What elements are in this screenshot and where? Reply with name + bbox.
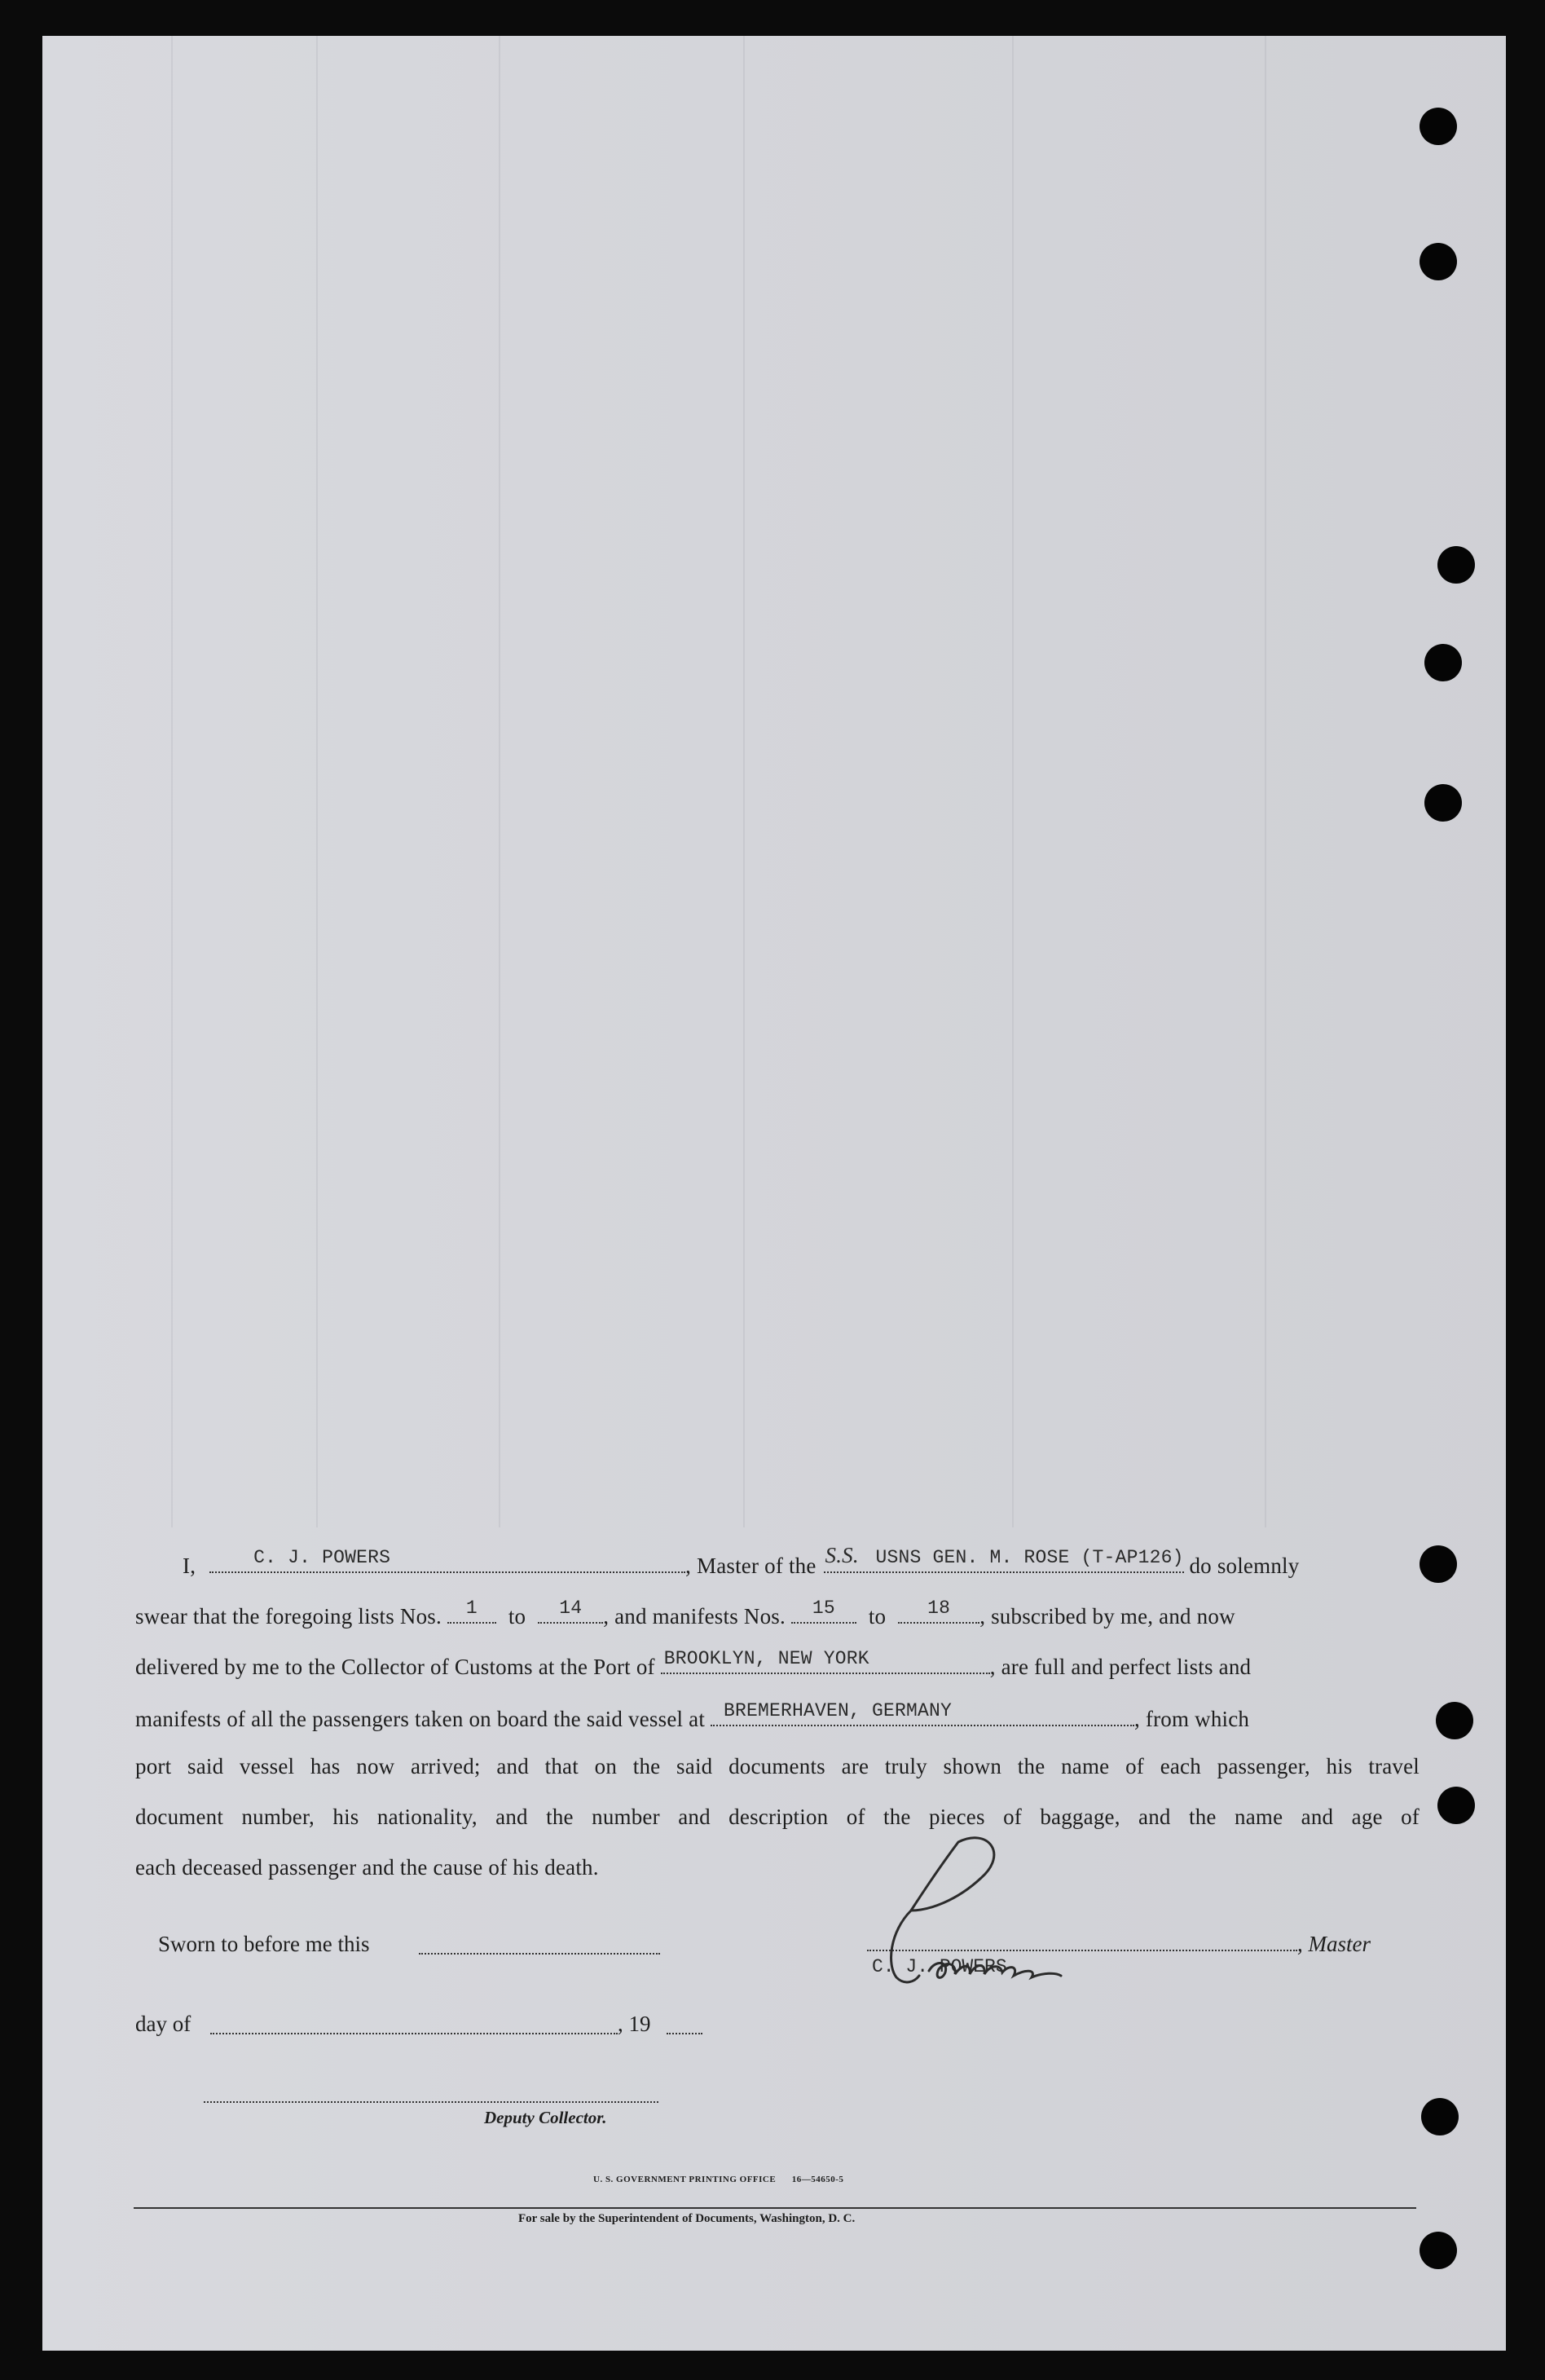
punch-hole xyxy=(1421,2098,1459,2135)
manifests-from: 15 xyxy=(812,1598,835,1619)
deputy-collector-rule xyxy=(204,2101,658,2103)
ss-mark: S.S. xyxy=(825,1543,859,1567)
oath-intro: I, xyxy=(183,1554,196,1578)
typed-master-name: C. J. POWERS xyxy=(872,1956,1007,1977)
to-label: to xyxy=(868,1604,887,1629)
oath-line-7: each deceased passenger and the cause of his death. xyxy=(135,1855,599,1880)
master-of-the-label: , Master of the xyxy=(685,1554,817,1578)
day-of-rule xyxy=(210,2033,618,2034)
master-signature-rule xyxy=(867,1950,1297,1951)
oath-line-2 xyxy=(135,1599,1235,1629)
printing-office-imprint: U. S. GOVERNMENT PRINTING OFFICE 16—54650-5 xyxy=(593,2175,844,2184)
year-rule xyxy=(667,2033,702,2034)
deputy-collector-label: Deputy Collector. xyxy=(484,2108,607,2127)
swear-text: swear that the foregoing lists Nos. xyxy=(135,1604,442,1629)
lists-to: 14 xyxy=(559,1598,583,1619)
vessel-field xyxy=(824,1543,1184,1573)
arrival-port: BROOKLYN, NEW YORK xyxy=(663,1648,869,1669)
punch-hole xyxy=(1420,243,1457,280)
manifests-text: manifests of all the passengers taken on board the said vessel at xyxy=(135,1707,706,1731)
manifests-from-field xyxy=(791,1599,856,1624)
year-prefix: , 19 xyxy=(618,2012,651,2036)
punch-hole xyxy=(1436,1702,1473,1739)
bleed-through-column-rule xyxy=(499,36,500,1527)
bleed-through-column-rule xyxy=(316,36,318,1527)
for-sale-notice: For sale by the Superintendent of Documents, Washington, D. C. xyxy=(518,2212,856,2225)
oath-line-3 xyxy=(135,1650,1251,1680)
to-label: to xyxy=(508,1604,526,1629)
punch-hole xyxy=(1420,1545,1457,1583)
lists-from-field xyxy=(447,1599,496,1624)
master-name: C. J. POWERS xyxy=(253,1547,391,1568)
and-manifests-label: , and manifests Nos. xyxy=(603,1604,786,1629)
departure-port: BREMERHAVEN, GERMANY xyxy=(724,1700,953,1721)
day-of-label: day of xyxy=(135,2012,191,2036)
punch-hole xyxy=(1424,644,1462,681)
oath-line-6: document number, his nationality, and the number and description of the pieces of baggage, and the name and age of xyxy=(135,1805,1420,1829)
delivered-text: delivered by me to the Collector of Customs at the Port of xyxy=(135,1655,655,1679)
bleed-through-column-rule xyxy=(743,36,745,1527)
footer-rule xyxy=(134,2207,1416,2209)
oath-line-4 xyxy=(135,1702,1249,1732)
bleed-through-column-rule xyxy=(1012,36,1014,1527)
punch-hole xyxy=(1420,108,1457,145)
punch-hole xyxy=(1424,784,1462,822)
sworn-label: Sworn to before me this xyxy=(158,1932,370,1956)
subscribed-text: , subscribed by me, and now xyxy=(979,1604,1235,1629)
bleed-through-column-rule xyxy=(1265,36,1266,1527)
punch-hole xyxy=(1437,546,1475,584)
departure-port-field xyxy=(711,1702,1134,1726)
from-which-text: , from which xyxy=(1134,1707,1250,1731)
manifest-back-page xyxy=(42,36,1506,2351)
lists-to-field xyxy=(538,1599,603,1624)
full-and-perfect-text: , are full and perfect lists and xyxy=(989,1655,1252,1679)
punch-hole xyxy=(1420,2232,1457,2269)
punch-hole xyxy=(1437,1787,1475,1824)
port-field xyxy=(661,1650,990,1674)
bleed-through-column-rule xyxy=(171,36,173,1527)
do-solemnly-label: do solemnly xyxy=(1189,1554,1300,1578)
master-name-field xyxy=(209,1549,685,1573)
lists-from: 1 xyxy=(465,1598,478,1619)
oath-line-1 xyxy=(183,1543,1300,1579)
master-label: , Master xyxy=(1297,1932,1371,1956)
sworn-date-rule xyxy=(419,1953,660,1955)
manifests-to-field xyxy=(898,1599,979,1624)
oath-line-5: port said vessel has now arrived; and that on the said documents are truly shown the name of each passenger, his travel xyxy=(135,1754,1420,1778)
manifests-to: 18 xyxy=(927,1598,951,1619)
vessel-name: USNS GEN. M. ROSE (T-AP126) xyxy=(875,1547,1184,1568)
